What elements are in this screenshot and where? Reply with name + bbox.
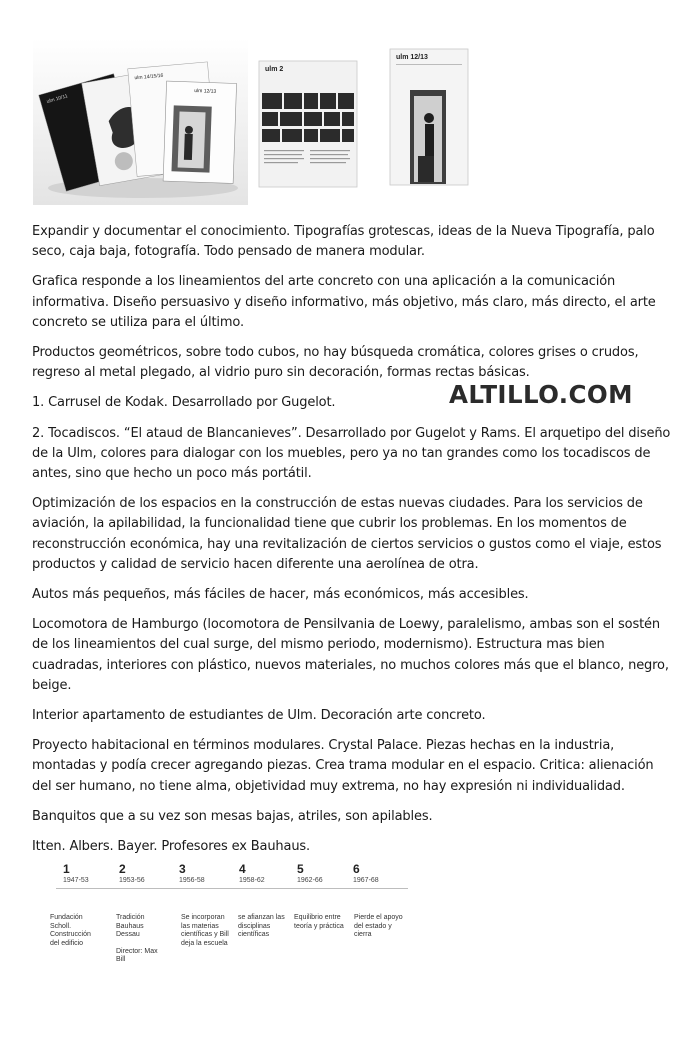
period-number: 5 xyxy=(297,862,304,876)
timeline-period-4 xyxy=(226,862,284,884)
period-desc-text: Se incorporan las materias científicas y Bill deja la escuela xyxy=(181,914,229,947)
period-desc-text: se afianzan las disciplinas científicas xyxy=(238,914,285,939)
period-desc-text: Tradición Bauhaus Dessau xyxy=(116,914,145,939)
cover-ulm1213-title: ulm 12/13 xyxy=(396,54,428,61)
timeline-period-1 xyxy=(50,862,108,884)
period-description xyxy=(50,914,102,948)
timeline-period-5 xyxy=(284,862,342,884)
paragraph: Itten. Albers. Bayer. Profesores ex Bauhaus. xyxy=(32,839,311,855)
period-description xyxy=(116,914,168,965)
paragraph: Proyecto habitacional en términos modulares. Crystal Palace. Piezas hechas en la industria, montadas y podía crecer agregando piezas. Crea trama modular en el espacio. Critica: alienación del ser humano, no tiene alma, objetividad muy extrema, no hay expresión ni individualidad. xyxy=(32,738,654,794)
cover-ulm2-title: ulm 2 xyxy=(265,66,284,73)
ulm-magazines-photo xyxy=(33,38,248,205)
cover-1-title: ulm 10/11 xyxy=(46,93,69,106)
period-years: 1953-56 xyxy=(119,877,145,884)
paragraph: Interior apartamento de estudiantes de Ulm. Decoración arte concreto. xyxy=(32,708,486,724)
paragraph: Expandir y documentar el conocimiento. Tipografías grotescas, ideas de la Nueva Tipografía, palo seco, caja baja, fotografía. Todo pensado de manera modular. xyxy=(32,224,655,260)
paragraph: Grafica responde a los lineamientos del arte concreto con una aplicación a la comunicación informativa. Diseño persuasivo y diseño informativo, más objetivo, más claro, más directo, el arte concreto se utiliza para el último. xyxy=(32,274,656,330)
ulm-timeline xyxy=(50,862,410,982)
period-desc-text: Pierde el apoyo del estado y cierra xyxy=(354,914,403,939)
period-years: 1958-62 xyxy=(239,877,265,884)
period-description xyxy=(354,914,406,940)
cover-2-title: ulm 14/15/16 xyxy=(134,72,164,82)
period-number: 1 xyxy=(63,862,70,876)
period-years: 1947-53 xyxy=(63,877,89,884)
paragraph: Optimización de los espacios en la construcción de estas nuevas ciudades. Para los servicios de aviación, la apilabilidad, la funcionalidad tiene que cubrir los problemas. En los momentos de reconstrucción económica, hay una revitalización de ciertos servicios o gustos como el viaje, estos productos y calidad de servicio hacen diferente una aerolínea de otra. xyxy=(32,496,662,572)
period-years: 1956-58 xyxy=(179,877,205,884)
paragraph: Autos más pequeños, más fáciles de hacer, más económicos, más accesibles. xyxy=(32,587,529,603)
ulm-covers-photo xyxy=(252,38,469,198)
paragraph: 2. Tocadiscos. “El ataud de Blancanieves”. Desarrollado por Gugelot y Rams. El arquetipo del diseño de la Ulm, colores para dialogar con los muebles, pero ya no tan grandes como los tocadiscos de antes, sino que hecho un poco más portátil. xyxy=(32,425,671,482)
period-desc-text: Fundación Scholl. Construcción del edificio xyxy=(50,914,91,947)
cover-3-title: ulm 12/13 xyxy=(194,88,217,95)
period-number: 6 xyxy=(353,862,360,876)
timeline-axis xyxy=(56,888,408,889)
period-number: 2 xyxy=(119,862,126,876)
period-description xyxy=(294,914,346,931)
altillo-watermark: ALTILLO.COM xyxy=(449,380,633,409)
paragraph: Productos geométricos, sobre todo cubos, no hay búsqueda cromática, colores grises o crudos, regreso al metal plegado, al vidrio puro sin decoración, formas rectas básicas. xyxy=(32,345,639,381)
period-number: 4 xyxy=(239,862,246,876)
period-desc-extra: Director: Max Bill xyxy=(116,947,158,964)
paragraph: 1. Carrusel de Kodak. Desarrollado por Gugelot. xyxy=(32,395,336,411)
timeline-period-6 xyxy=(340,862,398,884)
period-desc-text: Equilibrio entre teoría y práctica xyxy=(294,914,344,930)
period-years: 1967-68 xyxy=(353,877,379,884)
document-body xyxy=(32,222,672,867)
period-number: 3 xyxy=(179,862,186,876)
timeline-period-3 xyxy=(166,862,224,884)
paragraph: Locomotora de Hamburgo (locomotora de Pensilvania de Loewy, paralelismo, ambas son el sostén de los lineamientos del cual surge, del mismo periodo, modernismo). Estructura mas bien cuadradas, interiores con plástico, nuevos materiales, no muchos colores más que el blanco, negro, beige. xyxy=(32,617,669,693)
paragraph: Banquitos que a su vez son mesas bajas, atriles, son apilables. xyxy=(32,808,433,824)
period-years: 1962-66 xyxy=(297,877,323,884)
period-description xyxy=(181,914,233,948)
period-description xyxy=(238,914,290,940)
timeline-period-2 xyxy=(106,862,164,884)
